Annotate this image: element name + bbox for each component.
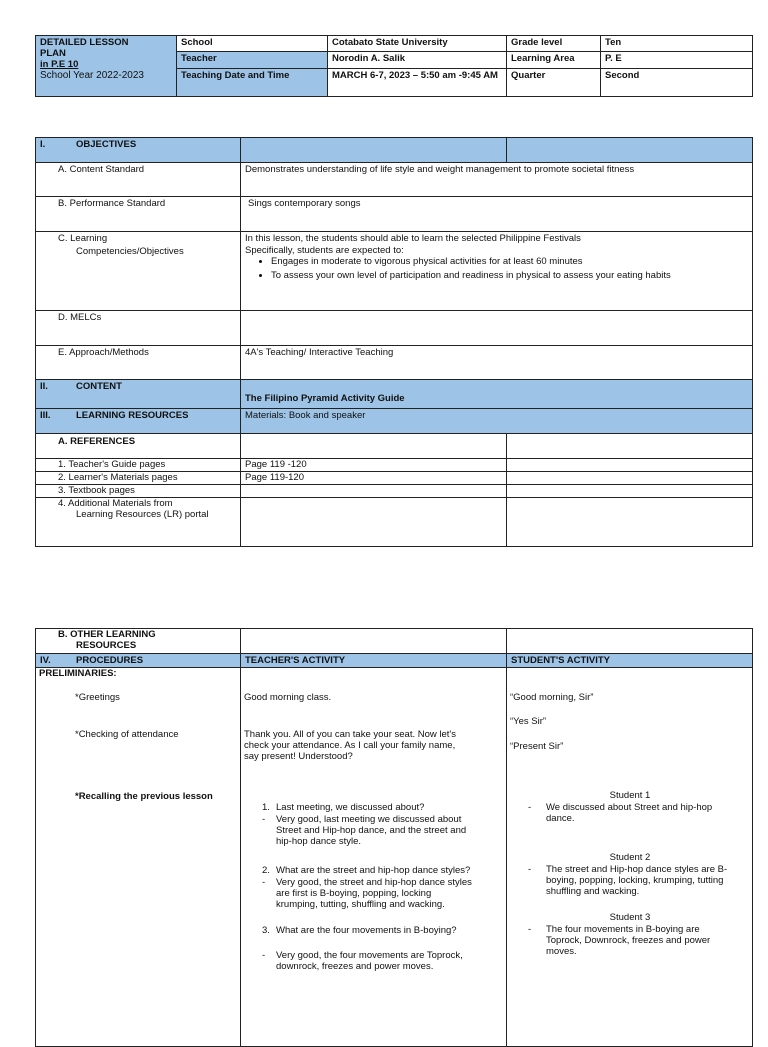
ref-row-label: 2. Learner's Materials pages (35, 471, 241, 485)
school-label: School (176, 35, 328, 52)
content-standard-label-cell (35, 162, 241, 197)
teacher-label: Teacher (176, 51, 328, 69)
ref-row-value: Page 119-120 (240, 471, 507, 485)
additional-materials-value (240, 497, 507, 547)
content-heading: CONTENT (76, 381, 122, 392)
ref-row-value (240, 484, 507, 498)
attendance-label: *Checking of attendance (75, 729, 179, 740)
teacher-answer-line: Very good, last meeting we discussed about (276, 814, 462, 825)
content-value: The Filipino Pyramid Activity Guide (245, 393, 405, 404)
student-answer-line: We discussed about Street and hip-hop (546, 802, 713, 813)
approach-label-cell (35, 345, 241, 380)
other-resources-mid (240, 628, 507, 654)
performance-standard-label-cell (35, 196, 241, 232)
student-answer-line: moves. (546, 946, 577, 957)
attendance-teacher (244, 729, 504, 762)
teacher-answer-2: - Very good, the street and hip-hop dance styles are first is B-boying, popping, locking krumping, tutting, shuffling and wacking. (262, 877, 502, 910)
learning-bullet: • To assess your own level of participation and readiness in physical to assess your eating habits (271, 270, 748, 281)
attendance-student-present: “Present Sir” (510, 741, 564, 752)
additional-materials-extra (506, 497, 753, 547)
learning-specific: Specifically, students are expected to: (245, 245, 404, 256)
student3-answer: - The four movements in B-boying are Toprock, Downrock, freezes and power moves. (528, 924, 750, 957)
objectives-heading-right (506, 137, 753, 163)
teacher-value: Norodin A. Salik (327, 51, 507, 69)
performance-standard-label: B. Performance Standard (58, 198, 166, 209)
attendance-teacher-line: check your attendance. As I call your family name, (244, 740, 456, 751)
learning-competencies-label-1: C. Learning (58, 233, 108, 244)
ref-row-extra (506, 484, 753, 498)
attendance-student-yes: “Yes Sir” (510, 716, 547, 727)
ref-row-extra (506, 458, 753, 472)
procedures-heading-cell (35, 653, 241, 668)
teacher-answer-line: Very good, the four movements are Toprock, (276, 950, 463, 961)
approach-value: 4A's Teaching/ Interactive Teaching (240, 345, 753, 380)
student1-answer: - We discussed about Street and hip-hop dance. (528, 802, 748, 824)
student3-name: Student 3 (609, 912, 651, 923)
school-year: School Year 2022-2023 (40, 70, 144, 81)
teacher-answer-line: krumping, tutting, shuffling and wacking. (276, 899, 445, 910)
learning-bullet-list (245, 256, 748, 281)
lesson-plan-title: DETAILED LESSON PLAN (40, 37, 129, 59)
other-resources-label-cell (35, 628, 241, 654)
learning-bullet: • Engages in moderate to vigorous physical activities for at least 60 minutes (271, 256, 748, 267)
preliminaries-label: PRELIMINARIES: (39, 668, 117, 679)
references-heading-cell (35, 433, 241, 459)
additional-materials-label-1: 4. Additional Materials from (58, 498, 173, 509)
learning-area-value: P. E (600, 51, 753, 69)
resources-heading: LEARNING RESOURCES (76, 410, 189, 421)
quarter-value: Second (600, 68, 753, 97)
performance-standard-value: Sings contemporary songs (248, 198, 361, 209)
objectives-heading: OBJECTIVES (76, 139, 137, 150)
other-resources-label-1: B. OTHER LEARNING (58, 629, 156, 640)
teacher-activity-heading: TEACHER'S ACTIVITY (240, 653, 507, 668)
grade-value: Ten (600, 35, 753, 52)
lesson-plan-title-cell (35, 35, 177, 97)
teacher-answer-1: - Very good, last meeting we discussed about Street and Hip-hop dance, and the street and hip-hop dance style. (262, 814, 502, 847)
student-answer-line: Toprock, Downrock, freezes and power (546, 935, 711, 946)
resources-roman: III. (40, 410, 51, 421)
content-value-cell (240, 379, 753, 409)
objectives-roman: I. (40, 139, 46, 150)
content-standard-value: Demonstrates understanding of life style and weight management to promote societal fitness (240, 162, 753, 197)
teacher-question-2: 2. What are the street and hip-hop dance styles? (262, 865, 471, 876)
date-value: MARCH 6-7, 2023 – 5:50 am -9:45 AM (327, 68, 507, 97)
quarter-label: Quarter (506, 68, 601, 97)
melcs-value (240, 310, 753, 346)
melcs-label-cell (35, 310, 241, 346)
content-standard-label: A. Content Standard (58, 164, 145, 175)
greetings-teacher: Good morning class. (244, 692, 332, 703)
other-resources-label-2: RESOURCES (76, 640, 137, 651)
student-answer-line: The four movements in B-boying are (546, 924, 700, 935)
additional-materials-label-cell (35, 497, 241, 547)
recall-label: *Recalling the previous lesson (75, 791, 213, 802)
objectives-heading-cell (35, 137, 241, 163)
teacher-answer-line: Street and Hip-hop dance, and the street and (276, 825, 467, 836)
teacher-answer-line: Very good, the street and hip-hop dance styles (276, 877, 472, 888)
attendance-teacher-line: Thank you. All of you can take your seat. Now let's (244, 729, 456, 740)
greetings-student: “Good morning, Sir” (510, 692, 594, 703)
teacher-question-text: What are the four movements in B-boying? (276, 925, 457, 936)
procedures-roman: IV. (40, 655, 51, 666)
student-activity-heading: STUDENT'S ACTIVITY (506, 653, 753, 668)
attendance-teacher-line: say present! Understood? (244, 751, 353, 762)
student2-name: Student 2 (609, 852, 651, 863)
teacher-question-text: What are the street and hip-hop dance styles? (276, 865, 471, 876)
learning-area-label: Learning Area (506, 51, 601, 69)
learning-intro: In this lesson, the students should able to learn the selected Philippine Festivals (245, 233, 581, 244)
school-value: Cotabato State University (327, 35, 507, 52)
resources-heading-cell (35, 408, 241, 434)
teacher-answer-line: hip-hop dance style. (276, 836, 362, 847)
lesson-plan-subject: in P.E 10 (40, 59, 79, 70)
teacher-question-text: Last meeting, we discussed about? (276, 802, 425, 813)
procedures-heading: PROCEDURES (76, 655, 144, 666)
learning-competencies-value-cell (240, 231, 753, 311)
student-answer-line: The street and Hip-hop dance styles are B- (546, 864, 728, 875)
additional-materials-label-2: Learning Resources (LR) portal (76, 509, 209, 520)
student-answer-line: boying, popping, locking, krumping, tutting (546, 875, 724, 886)
teacher-answer-line: are first is B-boying, popping, locking (276, 888, 432, 899)
procedures-col-left (35, 667, 241, 1047)
learning-competencies-label-2: Competencies/Objectives (76, 246, 184, 257)
content-roman: II. (40, 381, 48, 392)
grade-label: Grade level (506, 35, 601, 52)
objectives-heading-mid (240, 137, 507, 163)
student-answer-line: shuffling and wacking. (546, 886, 640, 897)
references-mid (240, 433, 507, 459)
approach-label: E. Approach/Methods (58, 347, 149, 358)
ref-row-extra (506, 471, 753, 485)
ref-row-value: Page 119 -120 (240, 458, 507, 472)
references-right (506, 433, 753, 459)
teacher-question-3: 3. What are the four movements in B-boying? (262, 925, 457, 936)
melcs-label: D. MELCs (58, 312, 102, 323)
references-heading: A. REFERENCES (58, 436, 136, 447)
other-resources-right (506, 628, 753, 654)
date-label: Teaching Date and Time (176, 68, 328, 97)
learning-competencies-label-cell (35, 231, 241, 311)
teacher-answer-line: downrock, freezes and power moves. (276, 961, 434, 972)
student2-answer: - The street and Hip-hop dance styles are B- boying, popping, locking, krumping, tutting shuffling and wacking. (528, 864, 750, 897)
student-answer-line: dance. (546, 813, 575, 824)
ref-row-label: 1. Teacher's Guide pages (35, 458, 241, 472)
teacher-question-1: 1. Last meeting, we discussed about? (262, 802, 425, 813)
greetings-label: *Greetings (75, 692, 120, 703)
resources-value: Materials: Book and speaker (240, 408, 753, 434)
teacher-answer-3: - Very good, the four movements are Toprock, downrock, freezes and power moves. (262, 950, 502, 972)
student1-name: Student 1 (609, 790, 651, 801)
performance-standard-value-cell (240, 196, 753, 232)
ref-row-label: 3. Textbook pages (35, 484, 241, 498)
content-heading-cell (35, 379, 241, 409)
procedures-col-mid (240, 667, 507, 1047)
